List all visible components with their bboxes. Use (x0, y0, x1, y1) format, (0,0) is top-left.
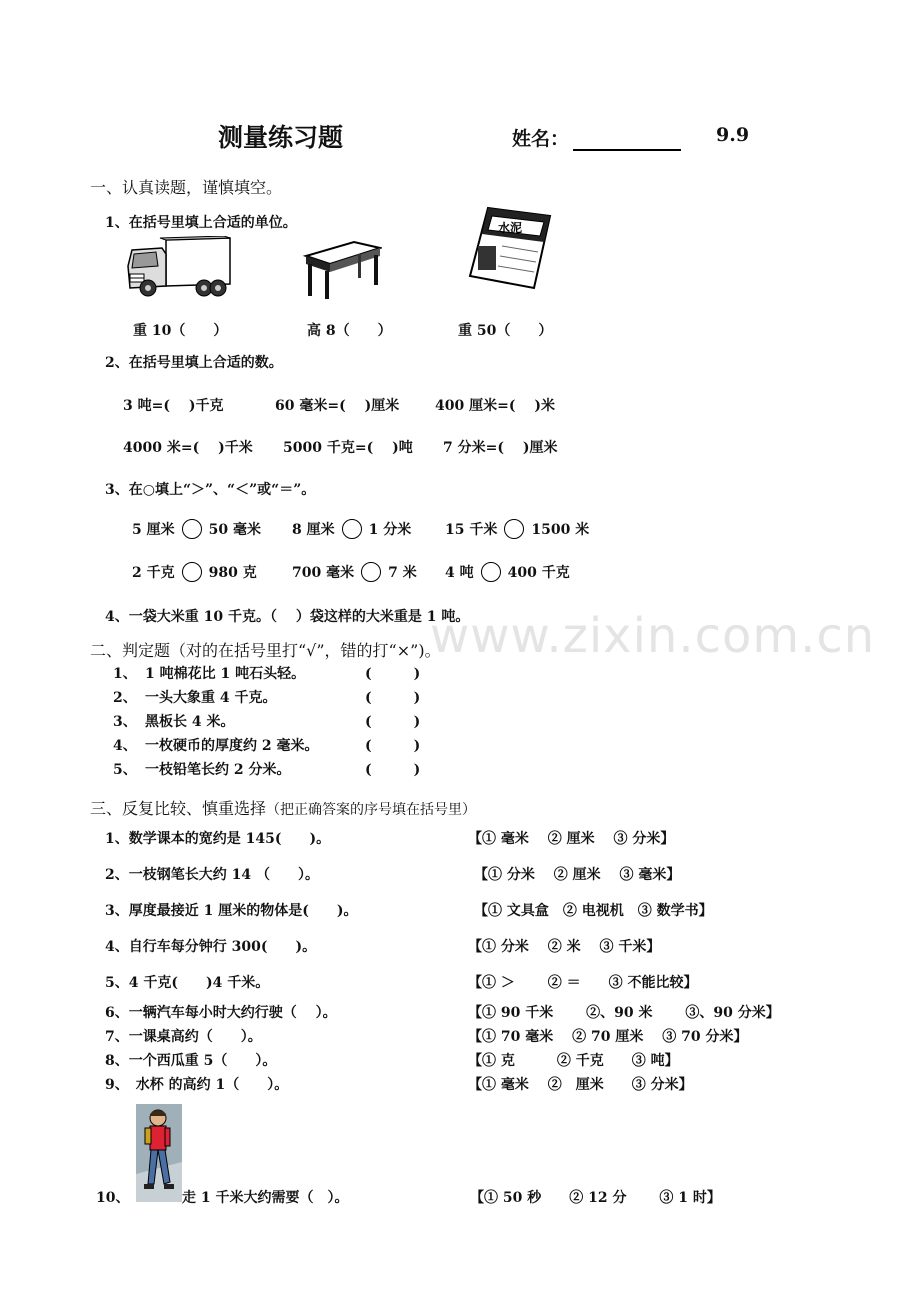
compare-left: 2 千克 (132, 565, 175, 581)
compare-circle[interactable] (481, 562, 501, 582)
judge-paren[interactable]: ( ) (365, 714, 421, 730)
choice-question: 4、自行车每分钟行 300( )。 (105, 939, 317, 955)
judge-text: 一枝铅笔长约 2 分米。 (145, 762, 291, 778)
section3-heading (90, 796, 476, 819)
s1-q2-r1-1: 3 吨=( )千克 (123, 398, 224, 414)
s1-q2-r1-2: 60 毫米=( )厘米 (275, 398, 400, 414)
truck-image (126, 236, 232, 298)
compare-circle[interactable] (182, 519, 202, 539)
s1-q1-item-3: 重 50（ ） (458, 323, 553, 339)
judge-text: 一头大象重 4 千克。 (145, 690, 277, 706)
compare-right: 7 米 (388, 565, 417, 581)
name-label: 姓名： (512, 128, 570, 150)
compare-right: 50 毫米 (208, 522, 261, 538)
choice-question: 走 1 千米大约需要（ ）。 (182, 1190, 349, 1206)
name-field (512, 124, 681, 151)
compare-right: 1 分米 (368, 522, 412, 538)
compare-item (132, 519, 261, 539)
section3-heading-main: 三、反复比较、慎重选择 (90, 799, 267, 818)
compare-circle[interactable] (504, 519, 524, 539)
judge-paren[interactable]: ( ) (365, 738, 421, 754)
section3-heading-note: （把正确答案的序号填在括号里） (266, 802, 477, 818)
s1-q1-label: 1、在括号里填上合适的单位。 (105, 215, 297, 231)
judge-num: 1、 (113, 666, 137, 682)
choice-options[interactable]: 【① 70 毫米 ② 70 厘米 ③ 70 分米】 (468, 1029, 748, 1045)
s1-q3-label: 3、在○填上“＞”、“＜”或“＝”。 (105, 482, 316, 498)
compare-left: 4 吨 (445, 565, 474, 581)
compare-right: 400 千克 (507, 565, 570, 581)
judge-num: 2、 (113, 690, 137, 706)
compare-item (292, 562, 417, 582)
choice-options[interactable]: 【① 分米 ② 厘米 ③ 毫米】 (474, 867, 681, 883)
choice-question: 7、一课桌高约（ ）。 (105, 1029, 262, 1045)
cement-bag-image (468, 206, 552, 290)
compare-left: 15 千米 (445, 522, 498, 538)
judge-num: 4、 (113, 738, 137, 754)
compare-item (132, 562, 257, 582)
choice-question: 9、 水杯 的高约 1（ ）。 (105, 1077, 289, 1093)
name-blank[interactable] (573, 131, 681, 151)
compare-left: 5 厘米 (132, 522, 175, 538)
s1-q2-label: 2、在括号里填上合适的数。 (105, 355, 283, 371)
compare-item (445, 519, 589, 539)
s1-q2-r2-3: 7 分米=( )厘米 (443, 440, 558, 456)
judge-text: 1 吨棉花比 1 吨石头轻。 (145, 666, 306, 682)
section2-heading: 二、判定题（对的在括号里打“√”，错的打“×”)。 (90, 641, 441, 660)
s1-q1-item-1: 重 10（ ） (133, 323, 228, 339)
judge-paren[interactable]: ( ) (365, 666, 421, 682)
judge-num: 3、 (113, 714, 137, 730)
judge-paren[interactable]: ( ) (365, 690, 421, 706)
s1-q2-r1-3: 400 厘米=( )米 (435, 398, 555, 414)
compare-left: 700 毫米 (292, 565, 355, 581)
judge-paren[interactable]: ( ) (365, 762, 421, 778)
section1-heading: 一、认真读题，谨慎填空。 (90, 178, 283, 197)
page-title: 测量练习题 (218, 123, 344, 152)
bag-text: 水泥 (498, 221, 523, 235)
compare-right: 980 克 (208, 565, 257, 581)
s1-q4: 4、一袋大米重 10 千克。（ ）袋这样的大米重是 1 吨。 (105, 609, 470, 625)
compare-left: 8 厘米 (292, 522, 335, 538)
compare-circle[interactable] (182, 562, 202, 582)
s1-q2-r2-2: 5000 千克=( )吨 (283, 440, 413, 456)
choice-options[interactable]: 【① 50 秒 ② 12 分 ③ 1 时】 (470, 1190, 721, 1206)
desk-image (300, 238, 382, 300)
choice-num-10: 10、 (96, 1190, 130, 1206)
choice-options[interactable]: 【① 克 ② 千克 ③ 吨】 (468, 1053, 679, 1069)
choice-question: 3、厚度最接近 1 厘米的物体是( )。 (105, 903, 358, 919)
choice-options[interactable]: 【① 文具盒 ② 电视机 ③ 数学书】 (474, 903, 713, 919)
choice-question: 8、一个西瓜重 5（ ）。 (105, 1053, 277, 1069)
choice-question: 5、4 千克( )4 千米。 (105, 975, 270, 991)
choice-options[interactable]: 【① 90 千米 ②、90 米 ③、90 分米】 (468, 1005, 780, 1021)
compare-right: 1500 米 (531, 522, 590, 538)
watermark: www.zixin.com.cn (430, 608, 876, 664)
walking-boy-image (136, 1104, 182, 1202)
choice-options[interactable]: 【① 毫米 ② 厘米 ③ 分米】 (468, 1077, 693, 1093)
compare-circle[interactable] (361, 562, 381, 582)
judge-text: 一枚硬币的厚度约 2 毫米。 (145, 738, 319, 754)
compare-circle[interactable] (342, 519, 362, 539)
s1-q2-r2-1: 4000 米=( )千米 (123, 440, 253, 456)
judge-num: 5、 (113, 762, 137, 778)
s1-q1-item-2: 高 8（ ） (307, 323, 392, 339)
choice-question: 6、一辆汽车每小时大约行驶（ ）。 (105, 1005, 337, 1021)
compare-item (445, 562, 570, 582)
compare-item (292, 519, 411, 539)
date: 9.9 (716, 124, 750, 146)
choice-question: 1、数学课本的宽约是 145( )。 (105, 831, 331, 847)
choice-options[interactable]: 【① 毫米 ② 厘米 ③ 分米】 (468, 831, 675, 847)
choice-options[interactable]: 【① 分米 ② 米 ③ 千米】 (468, 939, 661, 955)
choice-options[interactable]: 【① ＞ ② ＝ ③ 不能比较】 (468, 975, 698, 991)
choice-question: 2、一枝钢笔长大约 14 （ ）。 (105, 867, 319, 883)
judge-text: 黑板长 4 米。 (145, 714, 235, 730)
